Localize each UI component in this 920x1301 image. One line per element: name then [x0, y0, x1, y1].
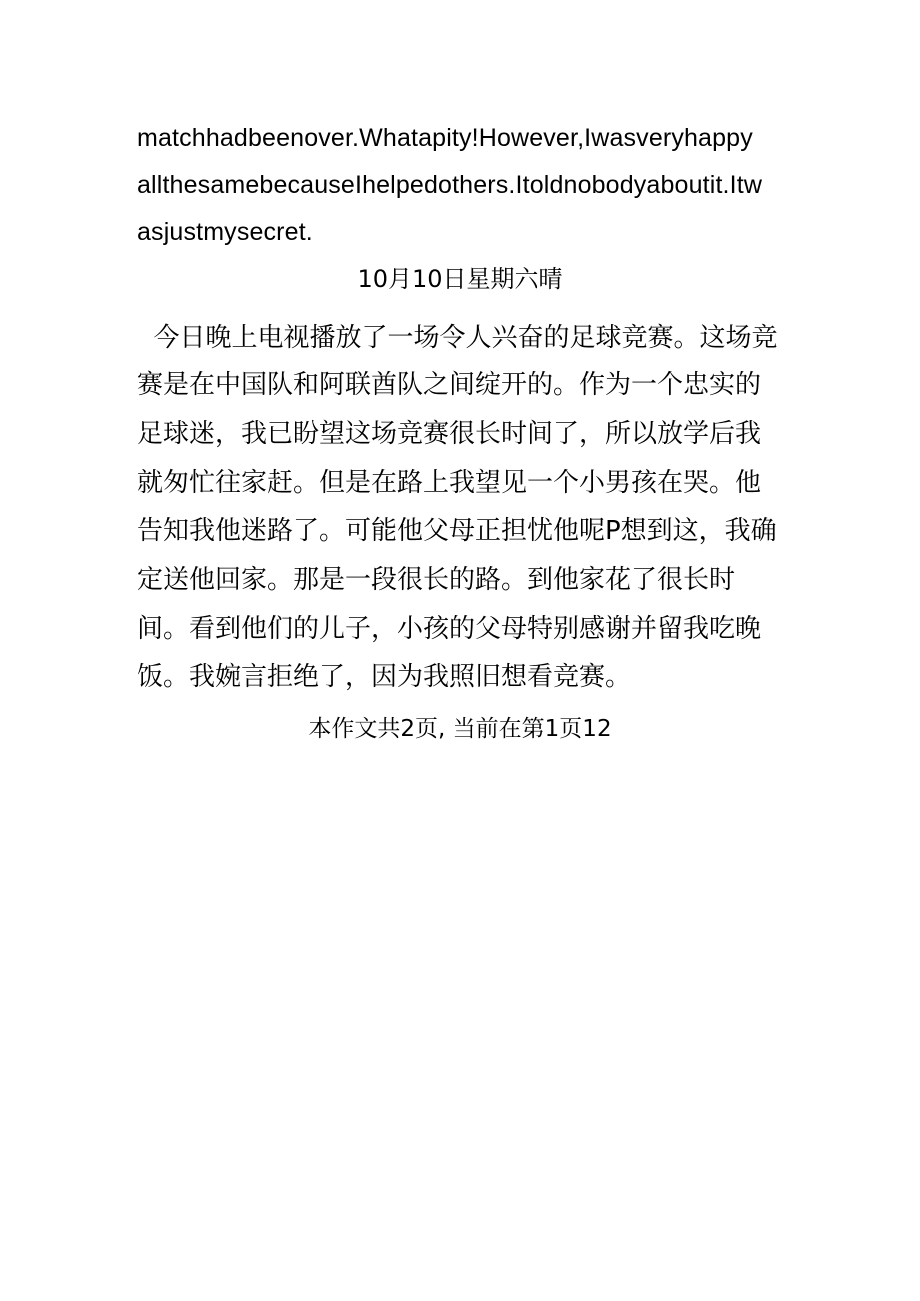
english-line-2: allthesamebecauseIhelpedothers.Itoldnobodyaboutit.Itw [137, 171, 763, 199]
chinese-line-8: 饭。我婉言拒绝了，因为我照旧想看竞赛。 [137, 662, 632, 692]
english-line-1: matchhadbeenover.Whatapity!However,Iwasveryhappy [137, 124, 753, 152]
chinese-line-4: 就匆忙往家赶。但是在路上我望见一个小男孩在哭。他 [137, 468, 762, 498]
english-line-3: asjustmysecret. [137, 218, 313, 246]
chinese-line-1: 今日晚上电视播放了一场令人兴奋的足球竞赛。这场竞 [137, 323, 778, 353]
date-heading: 10月10日星期六晴 [357, 265, 563, 293]
chinese-line-6: 定送他回家。那是一段很长的路。到他家花了很长时 [137, 565, 736, 595]
chinese-line-3: 足球迷，我已盼望这场竞赛很长时间了，所以放学后我 [137, 419, 762, 449]
page-footer: 本作文共2页, 当前在第1页12 [308, 716, 612, 742]
chinese-line-7: 间。看到他们的儿子，小孩的父母特别感谢并留我吃晚 [137, 614, 762, 644]
chinese-line-2: 赛是在中国队和阿联酋队之间绽开的。作为一个忠实的 [137, 370, 762, 400]
chinese-line-5: 告知我他迷路了。可能他父母正担忧他呢P想到这，我确 [137, 516, 777, 546]
